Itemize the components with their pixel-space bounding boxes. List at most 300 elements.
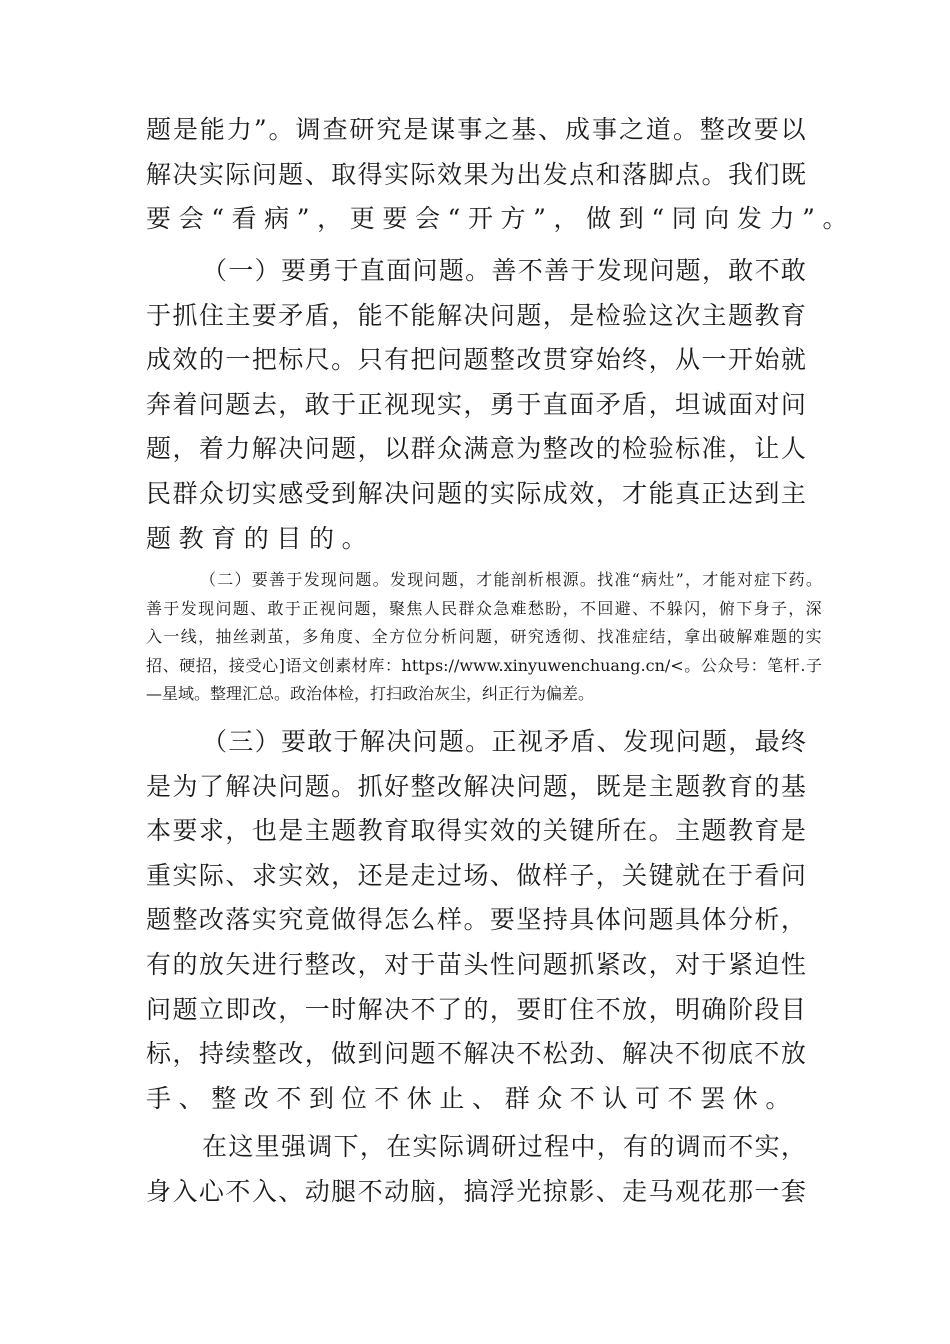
glyph: 不 (754, 1039, 781, 1069)
glyph: 全 (371, 627, 390, 647)
glyph: 育 (780, 300, 806, 330)
glyph: 深 (805, 598, 822, 618)
glyph: 段 (754, 994, 781, 1024)
glyph: 实 (436, 389, 464, 419)
glyph: 得 (357, 159, 385, 189)
glyph: 度 (336, 627, 355, 647)
glyph: 才 (622, 478, 649, 508)
glyph: 目 (780, 994, 806, 1024)
glyph: 续 (225, 1039, 252, 1069)
glyph: 子 (770, 598, 789, 618)
glyph: 于 (163, 598, 181, 618)
glyph: 多 (302, 627, 320, 647)
glyph: ， (595, 860, 623, 890)
glyph: 效 (304, 860, 332, 890)
glyph: 基 (511, 115, 539, 144)
glyph: 的 (516, 816, 543, 846)
glyph: 问 (516, 771, 543, 801)
glyph: 性 (780, 949, 806, 979)
paragraph-section-3 (146, 720, 806, 1121)
glyph: 脚 (648, 159, 676, 189)
glyph: 、 (579, 627, 598, 647)
glyph: 标 (146, 1039, 173, 1069)
glyph: 看 (754, 860, 781, 890)
glyph: ” (253, 115, 267, 144)
text-line (146, 854, 806, 899)
glyph: 教 (754, 300, 781, 330)
glyph: 头 (463, 949, 490, 979)
glyph: 灶 (658, 570, 676, 589)
glyph: 于 (331, 389, 358, 419)
glyph: 紧 (595, 949, 623, 979)
glyph: 力 (226, 115, 254, 144)
glyph: 身 (146, 1176, 173, 1206)
glyph: 题 (355, 570, 373, 589)
glyph: 放 (622, 994, 649, 1024)
glyph: （ (200, 570, 218, 589)
glyph: 整 (304, 949, 332, 979)
glyph: 题 (475, 627, 494, 647)
glyph: 彻 (701, 1039, 728, 1069)
glyph: 问 (384, 1039, 411, 1069)
glyph: ， (596, 1132, 623, 1161)
glyph: 性 (489, 949, 517, 979)
glyph: 观 (675, 1176, 702, 1206)
glyph: 场 (463, 860, 490, 890)
glyph: ， (595, 478, 623, 508)
glyph: 的 (649, 1132, 676, 1161)
glyph: 发 (303, 570, 321, 589)
glyph: 之 (484, 115, 512, 144)
glyph: 整 (172, 905, 199, 935)
glyph: 一 (304, 994, 332, 1024)
glyph: ， (463, 389, 490, 419)
glyph: 程 (544, 1132, 571, 1161)
glyph: 不 (516, 1039, 543, 1069)
glyph: ， (359, 1132, 387, 1161)
glyph: 善 (146, 598, 164, 618)
glyph: 敢 (307, 727, 334, 756)
glyph: 问 (278, 771, 305, 801)
glyph: 三 (228, 727, 255, 756)
glyph: 达 (727, 478, 755, 508)
glyph: （ (202, 256, 229, 285)
glyph: 才 (702, 570, 720, 589)
glyph: 一 (701, 345, 728, 375)
glyph: 点 (569, 159, 596, 189)
glyph: 效 (436, 159, 464, 189)
glyph: 。 (805, 570, 822, 589)
glyph: 实 (463, 816, 490, 846)
glyph: 到 (754, 478, 781, 508)
glyph: 问 (338, 570, 356, 589)
section-heading-line (146, 249, 806, 294)
glyph: 是 (384, 860, 411, 890)
glyph: 、 (354, 627, 372, 647)
glyph: 题 (278, 159, 305, 189)
glyph: 求 (198, 816, 226, 846)
glyph: 为 (172, 771, 199, 801)
glyph: 底 (727, 1039, 755, 1069)
glyph: 于 (701, 949, 728, 979)
glyph: ， (489, 994, 517, 1024)
glyph: ， (569, 771, 596, 801)
glyph: 整 (489, 345, 517, 375)
glyph: 落 (622, 159, 649, 189)
glyph: ， (357, 434, 385, 464)
glyph: 里 (254, 1132, 281, 1161)
glyph: 要 (753, 115, 781, 144)
text-line (146, 809, 806, 854)
glyph: 问 (516, 949, 543, 979)
glyph: 直 (359, 256, 387, 285)
glyph: 分 (423, 627, 442, 647)
glyph: 众 (436, 434, 464, 464)
glyph: 、 (489, 860, 517, 890)
glyph: 入 (251, 1176, 279, 1206)
glyph: 谋 (430, 115, 458, 144)
glyph: 民 (146, 478, 173, 508)
glyph: 问 (336, 598, 355, 618)
glyph: 调 (465, 1132, 492, 1161)
glyph: ， (331, 300, 358, 330)
glyph: 现 (410, 389, 437, 419)
glyph: 掠 (542, 1176, 570, 1206)
glyph: 一 (228, 256, 255, 285)
glyph: 问 (780, 389, 806, 419)
glyph: 对 (675, 949, 702, 979)
glyph: 实 (198, 159, 226, 189)
glyph: 育 (384, 816, 411, 846)
glyph: 入 (172, 1176, 199, 1206)
glyph: 这 (648, 300, 676, 330)
glyph: 了 (436, 994, 464, 1024)
glyph: 于 (570, 256, 597, 285)
glyph: 决 (278, 434, 305, 464)
glyph: 研 (510, 627, 528, 647)
glyph: 实 (251, 905, 279, 935)
glyph: 解 (251, 434, 279, 464)
glyph: 是 (403, 115, 431, 144)
glyph: 就 (675, 860, 702, 890)
glyph: 明 (675, 994, 702, 1024)
glyph: 身 (753, 598, 771, 618)
glyph: 改 (726, 115, 754, 144)
text-line (146, 108, 806, 153)
glyph: 躲 (666, 598, 685, 618)
glyph: 确 (701, 994, 728, 1024)
glyph: 准 (614, 627, 633, 647)
glyph: 盾 (570, 727, 597, 756)
glyph: 题 (146, 905, 173, 935)
glyph: 满 (463, 434, 490, 464)
glyph: 验 (648, 434, 676, 464)
glyph: 实 (251, 478, 279, 508)
glyph: 下 (736, 598, 754, 618)
glyph: 阶 (727, 994, 755, 1024)
glyph: 只 (357, 345, 385, 375)
glyph: 题 (770, 627, 789, 647)
glyph: 的 (198, 345, 226, 375)
glyph: 在 (701, 860, 728, 890)
glyph: ， (198, 627, 216, 647)
glyph: 套 (780, 1176, 806, 1206)
glyph: ， (172, 1039, 199, 1069)
glyph: 症 (754, 570, 772, 589)
glyph: 于 (146, 300, 173, 330)
glyph: 一 (754, 1176, 781, 1206)
glyph: ， (562, 598, 580, 618)
glyph: 强 (280, 1132, 308, 1161)
glyph: 现 (649, 727, 676, 756)
glyph: 既 (780, 159, 806, 189)
glyph: ， (683, 570, 703, 589)
glyph: 动 (304, 1176, 332, 1206)
glyph: 开 (727, 345, 755, 375)
glyph: 好 (384, 771, 411, 801)
glyph: 不 (357, 1176, 385, 1206)
glyph: 能 (199, 115, 227, 144)
glyph: 不 (649, 598, 667, 618)
glyph: 一 (163, 627, 181, 647)
glyph: 题 (172, 994, 199, 1024)
text-line (146, 427, 806, 472)
glyph: 走 (410, 860, 437, 890)
glyph: 们 (754, 159, 781, 189)
glyph: 验 (622, 300, 649, 330)
glyph: 苗 (436, 949, 464, 979)
glyph: 敢 (267, 598, 285, 618)
glyph: 成 (542, 478, 570, 508)
glyph: 成 (146, 345, 173, 375)
glyph: 解 (622, 1039, 649, 1069)
glyph: 要 (172, 816, 199, 846)
glyph: 改 (278, 1039, 305, 1069)
text-line: 题教育的目的。 (146, 523, 375, 553)
glyph: 抓 (172, 300, 199, 330)
glyph: 面 (727, 389, 755, 419)
glyph: 找 (597, 570, 615, 589)
text-line (146, 294, 806, 339)
glyph: 对 (754, 389, 781, 419)
text-line (146, 338, 806, 383)
glyph: 改 (331, 949, 358, 979)
glyph: 题 (542, 771, 570, 801)
section-heading-line (146, 566, 822, 595)
glyph: 就 (780, 345, 806, 375)
glyph: 入 (146, 627, 164, 647)
glyph: 能 (410, 300, 437, 330)
glyph: 实 (754, 1132, 781, 1161)
glyph: 正 (701, 478, 728, 508)
glyph: 发 (623, 727, 650, 756)
glyph: 拿 (684, 627, 702, 647)
text-line (146, 1032, 806, 1077)
glyph: 果 (463, 159, 490, 189)
glyph: 题 (438, 256, 466, 285)
glyph: ， (648, 389, 676, 419)
paragraph-section-1 (146, 249, 806, 561)
glyph: 放 (198, 949, 226, 979)
glyph: 整 (251, 1039, 279, 1069)
glyph: 求 (251, 860, 279, 890)
glyph: 效 (489, 816, 517, 846)
glyph: ， (493, 627, 511, 647)
glyph: 勇 (307, 256, 334, 285)
glyph: 能 (648, 478, 676, 508)
glyph: 竟 (304, 905, 332, 935)
glyph: ） (254, 727, 281, 756)
glyph: 聚 (389, 598, 407, 618)
glyph: ， (331, 860, 358, 890)
glyph: 难 (753, 627, 771, 647)
text-line: 要会“看病”，更要会“开方”，做到“同向发力”。 (146, 204, 856, 234)
glyph: 为 (489, 159, 517, 189)
glyph: 勇 (489, 389, 517, 419)
glyph: 取 (331, 159, 358, 189)
glyph: 。 (372, 570, 390, 589)
glyph: 要 (280, 727, 308, 756)
glyph: 体 (701, 905, 728, 935)
glyph: 对 (384, 949, 411, 979)
glyph: 教 (357, 816, 385, 846)
glyph: 敢 (780, 256, 806, 285)
glyph: 透 (545, 627, 563, 647)
glyph: 题 (516, 300, 543, 330)
glyph: 人 (423, 598, 442, 618)
glyph: 得 (436, 816, 464, 846)
glyph: 能 (719, 570, 737, 589)
glyph: 效 (172, 345, 199, 375)
glyph: 不 (595, 994, 623, 1024)
text-line (146, 988, 806, 1033)
glyph: 群 (458, 598, 476, 618)
glyph: 下 (333, 1132, 360, 1161)
glyph: 解 (357, 994, 385, 1024)
glyph: 事 (457, 115, 485, 144)
glyph: 样 (542, 860, 570, 890)
glyph: 。 (331, 771, 358, 801)
glyph: 子 (569, 860, 596, 890)
text-line (146, 383, 806, 428)
glyph: 立 (198, 994, 226, 1024)
glyph: 问 (424, 570, 442, 589)
glyph: 题 (441, 570, 459, 589)
glyph: ， (728, 727, 755, 756)
glyph: ， (225, 816, 252, 846)
glyph: 彻 (562, 627, 580, 647)
glyph: 发 (389, 570, 408, 589)
glyph: 松 (542, 1039, 570, 1069)
glyph: 那 (727, 1176, 755, 1206)
glyph: 有 (623, 1132, 650, 1161)
glyph: 和 (595, 159, 623, 189)
glyph: 、 (595, 1039, 623, 1069)
glyph: 、 (632, 598, 650, 618)
glyph: ， (666, 627, 685, 647)
glyph: 以 (384, 434, 411, 464)
glyph: 走 (622, 1176, 649, 1206)
glyph: 的 (172, 949, 199, 979)
glyph: 整 (410, 771, 437, 801)
glyph: 切 (225, 478, 252, 508)
glyph: 问 (251, 159, 279, 189)
glyph: ， (542, 300, 570, 330)
glyph: 取 (410, 816, 437, 846)
glyph: 析 (441, 627, 459, 647)
glyph: 既 (595, 771, 623, 801)
glyph: 关 (622, 860, 649, 890)
glyph: 矛 (544, 727, 571, 756)
glyph: 的 (595, 434, 623, 464)
glyph: 问 (146, 994, 173, 1024)
glyph: 才 (476, 570, 494, 589)
glyph: ， (780, 1132, 806, 1161)
glyph: 重 (146, 860, 173, 890)
glyph: 源 (562, 570, 580, 589)
glyph: 要 (516, 994, 543, 1024)
glyph: 不 (754, 256, 781, 285)
glyph: 穿 (569, 345, 596, 375)
glyph: 问 (412, 256, 439, 285)
glyph: 坚 (516, 905, 543, 935)
glyph: 在 (202, 1132, 229, 1161)
glyph: 教 (727, 816, 755, 846)
glyph: 力 (225, 434, 252, 464)
glyph: 迫 (754, 949, 781, 979)
glyph: 始 (595, 345, 623, 375)
glyph: 持 (198, 1039, 226, 1069)
glyph: ） (254, 256, 281, 285)
glyph: 题 (675, 771, 702, 801)
glyph: ， (172, 434, 199, 464)
glyph: 现 (623, 256, 650, 285)
glyph: ， (648, 345, 676, 375)
glyph: 有 (146, 949, 173, 979)
glyph: 人 (780, 434, 806, 464)
glyph: 题 (331, 434, 358, 464)
glyph: 实 (278, 860, 305, 890)
glyph: 贯 (542, 345, 570, 375)
glyph: 是 (172, 115, 200, 144)
glyph: 心 (198, 1176, 226, 1206)
glyph: 问 (780, 860, 806, 890)
glyph: 线 (180, 627, 199, 647)
glyph: 实 (489, 478, 517, 508)
glyph: 键 (569, 816, 596, 846)
glyph: （ (202, 727, 229, 756)
glyph: 出 (701, 627, 719, 647)
glyph: 键 (648, 860, 676, 890)
glyph: 、 (538, 115, 566, 144)
glyph: 奔 (146, 389, 173, 419)
glyph: 盼 (545, 598, 563, 618)
glyph: 花 (701, 1176, 728, 1206)
glyph: 整 (699, 115, 727, 144)
glyph: 难 (510, 598, 528, 618)
glyph: 视 (517, 727, 545, 756)
glyph: 根 (545, 570, 563, 589)
glyph: 改 (198, 905, 226, 935)
glyph: 际 (410, 159, 437, 189)
glyph: 题 (727, 300, 755, 330)
glyph: 教 (701, 771, 728, 801)
glyph: 能 (493, 570, 511, 589)
glyph: 题 (438, 727, 466, 756)
glyph: 动 (384, 1176, 411, 1206)
glyph: ， (458, 570, 477, 589)
glyph: 是 (622, 771, 649, 801)
